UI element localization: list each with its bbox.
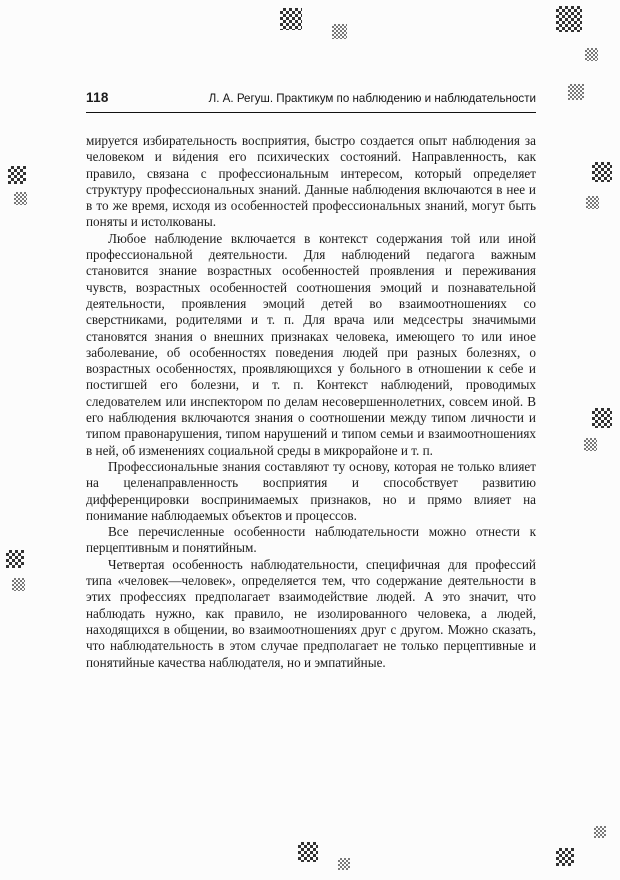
scan-artifact <box>585 48 598 61</box>
paragraph: Любое наблюдение включается в контекст содержания той или иной профессиональной деятельности. Для наблюдений педагога важным становится знание возрастных особенностей проявления и переживания чувств, возрастных особенностей соотношения эмоций и познавательной деятельности, проявления эмоций детей во взаимоотношениях со сверстниками, родителями и т. п. Для врача или медсестры значимыми становятся знания о внешних признаках человека, имеющего то или иное заболевание, об особенностях поведения людей при разных болезнях, о возрастных особенностях, проявляющихся у больного в отношении к себе и постигшей его болезни, и т. п. Контекст наблюдений, проводимых следователем или инспектором по делам несовершеннолетних, совсем иной. В его наблюдения включаются знания о соотношении между типом личности и типом правонарушения, типом нарушений и типом семьи и взаимоотношениях в ней, об изменениях социальной среды в микрорайоне и т. п. <box>86 230 536 458</box>
scan-artifact <box>568 84 584 100</box>
page-number: 118 <box>86 90 109 105</box>
scan-artifact <box>332 24 347 39</box>
scan-artifact <box>12 578 25 591</box>
scan-artifact <box>280 8 302 30</box>
scan-artifact <box>584 438 597 451</box>
scan-artifact <box>6 550 24 568</box>
body-text <box>86 133 536 671</box>
scan-artifact <box>14 192 27 205</box>
paragraph: Четвертая особенность наблюдательности, специфичная для профессий типа «человек—человек», определяется тем, что содержание деятельности в этих профессиях предполагает взаимодействие людей. А это значит, что наблюдать нужно, как правило, не изолированного человека, а людей, находящихся в общении, во взаимоотношениях друг с другом. Можно сказать, что наблюдательность в этом случае предполагает не только перцептивные и понятийные качества наблюдателя, но и эмпатийные. <box>86 556 536 670</box>
scan-artifact <box>586 196 599 209</box>
scan-artifact <box>594 826 606 838</box>
scan-artifact <box>8 166 26 184</box>
scan-artifact <box>338 858 350 870</box>
scan-artifact <box>298 842 318 862</box>
paragraph: Все перечисленные особенности наблюдательности можно отнести к перцептивным и понятийным. <box>86 524 536 556</box>
scan-artifact <box>556 848 574 866</box>
scan-artifact <box>556 6 582 32</box>
running-title: Л. А. Регуш. Практикум по наблюдению и наблюдательности <box>208 92 536 105</box>
paragraph: Профессиональные знания составляют ту основу, которая не только влияет на целенаправленность восприятия и способствует развитию дифференцировки воспринимаемых признаков, но и прямо влияет на понимание наблюдаемых объектов и процессов. <box>86 458 536 523</box>
scan-artifact <box>592 162 612 182</box>
paragraph: мируется избирательность восприятия, быстро создается опыт наблюдения за человеком и ви́дения его психических состояний. Направленность, как правило, связана с профессиональным интересом, который определяет структуру профессиональных знаний. Данные наблюдения включаются в нее и в то же время, исходя из особенностей профессиональных знаний, могут быть поняты и истолкованы. <box>86 133 536 230</box>
scan-artifact <box>592 408 612 428</box>
page-header <box>86 90 536 113</box>
